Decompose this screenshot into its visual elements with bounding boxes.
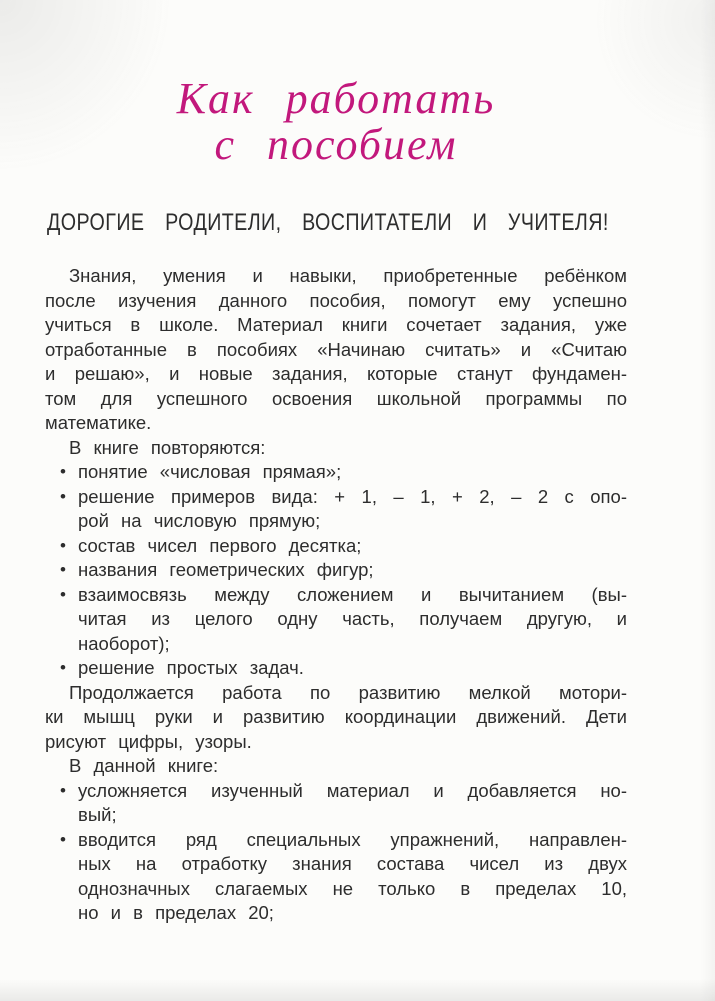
text-line: но и в пределах 20;: [78, 902, 274, 923]
bullet-icon: •: [60, 535, 66, 555]
bullet-icon: •: [60, 560, 66, 579]
text-line: Знания, умения и навыки, приобретенные ребёнком: [69, 265, 627, 286]
text-line: вый;: [78, 804, 117, 825]
body-text: [45, 264, 627, 926]
text-line: и решаю», и новые задания, которые станут фундамен-: [45, 363, 627, 384]
text-line: после изучения данного пособия, помогут ему успешно: [45, 289, 627, 311]
text-line: рисуют цифры, узоры.: [45, 730, 252, 752]
text-line: вводится ряд специальных упражнений, направлен-: [78, 828, 627, 850]
text-line: учиться в школе. Материал книги сочетает задания, уже: [45, 314, 627, 335]
bullet-icon: •: [60, 584, 66, 604]
bullet-icon: •: [60, 486, 66, 506]
list-item: [45, 485, 627, 534]
page-title: [45, 0, 627, 168]
text-line: отработанные в пособиях «Начинаю считать» и «Считаю: [45, 338, 627, 360]
text-line: названия геометрических фигур;: [78, 559, 374, 580]
bullet-icon: •: [60, 780, 66, 800]
bullet-list: [45, 460, 627, 681]
text-line: однозначных слагаемых не только в пределах 10,: [78, 877, 627, 899]
bullet-icon: •: [60, 829, 66, 849]
paragraph: [45, 681, 627, 755]
paragraph: [45, 436, 627, 461]
text-line: читая из целого одну часть, получаем другую, и: [78, 608, 627, 629]
text-line: ных на отработку знания состава чисел из двух: [78, 853, 627, 874]
list-item: [45, 779, 627, 828]
text-line: взаимосвязь между сложением и вычитанием (вы-: [78, 583, 627, 605]
bullet-icon: •: [60, 658, 66, 677]
list-item: [45, 558, 627, 583]
text-line: математике.: [45, 412, 152, 433]
text-line: Продолжается работа по развитию мелкой мотори-: [69, 681, 627, 703]
text-line: состав чисел первого десятка;: [78, 534, 362, 556]
text-line: рой на числовую прямую;: [78, 510, 321, 531]
text-line: усложняется изученный материал и добавляется но-: [78, 779, 627, 801]
title-line-2: с пособием: [214, 120, 458, 169]
section-heading-row: [47, 208, 715, 238]
title-line-1: Как работать: [176, 74, 496, 123]
paragraph: [45, 264, 627, 436]
bullet-icon: •: [60, 462, 66, 481]
list-item: [45, 656, 627, 681]
list-item: [45, 534, 627, 559]
list-item: [45, 828, 627, 926]
paragraph: [45, 754, 627, 779]
list-item: [45, 460, 627, 485]
text-line: В книге повторяются:: [69, 436, 266, 458]
text-line: том для успешного освоения школьной программы по: [45, 387, 627, 409]
section-heading: ДОРОГИЕ РОДИТЕЛИ, ВОСПИТАТЕЛИ И УЧИТЕЛЯ!: [47, 209, 609, 236]
list-item: [45, 583, 627, 657]
text-line: ки мышц руки и развитию координации движений. Дети: [45, 706, 627, 727]
text-line: наоборот);: [78, 632, 170, 654]
bullet-list: [45, 779, 627, 926]
text-line: решение простых задач.: [78, 657, 304, 678]
text-line: решение примеров вида: + 1, – 1, + 2, – 2 с опо-: [78, 485, 627, 507]
text-line: В данной книге:: [69, 755, 219, 776]
text-line: понятие «числовая прямая»;: [78, 461, 342, 482]
